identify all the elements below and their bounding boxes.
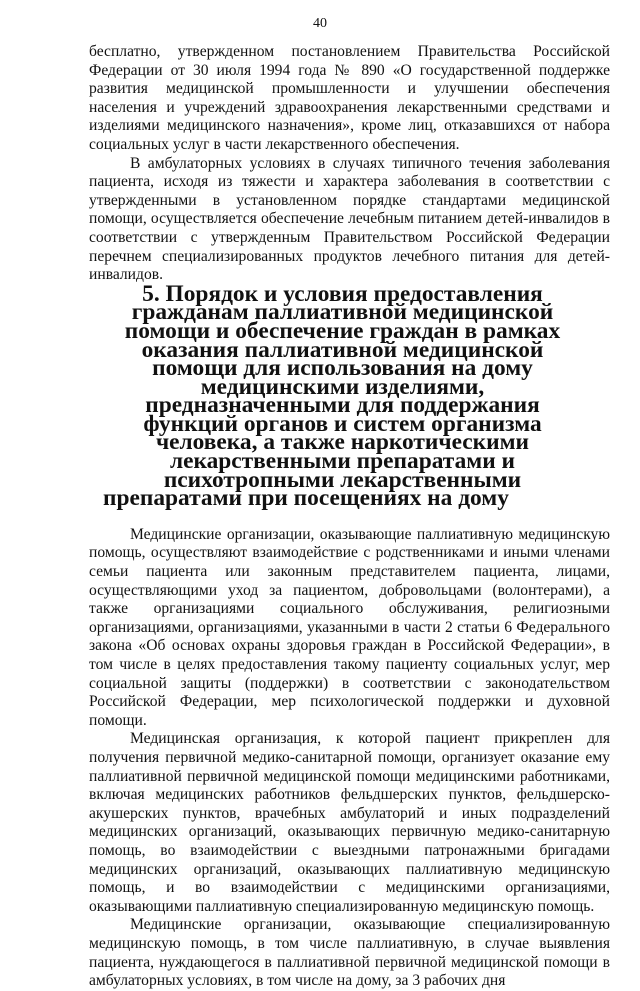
paragraph-continuation: бесплатно, утвержденном постановлением Правительства Российской Федерации от 30 июля 1994 года № 890 «О государственной поддержке развития медицинской промышленности и улучшении обеспечения населения и учреждений здравоохранения лекарственными средствами и изделиями медицинского назначения», кроме лиц, отказавшихся от набора социальных услуг в части лекарственного обеспечения. <box>89 43 610 153</box>
document-body <box>89 43 610 991</box>
paragraph-primary-palliative-care: Медицинская организация, к которой пациент прикреплен для получения первичной медико-санитарной помощи, организует оказание ему паллиативной первичной медицинской помощи медицинскими работниками, включая медицинских работников фельдшерских пунктов, фельдшерско-акушерских пунктов, врачебных амбулаторий и иных подразделений медицинских организаций, оказывающих первичную медико-санитарную помощь, во взаимодействии с выездными патронажными бригадами медицинских организаций, оказывающих паллиативную медицинскую помощь, и во взаимодействии с медицинскими организациями, оказывающими паллиативную специализированную медицинскую помощь. <box>89 730 610 915</box>
paragraph-clinical-nutrition: В амбулаторных условиях в случаях типичного течения заболевания пациента, исходя из тяжести и характера заболевания в соответствии с утвержденными в установленном порядке стандартами медицинской помощи, осуществляется обеспечение лечебным питанием детей-инвалидов в соответствии с утвержденным Правительством Российской Федерации перечнем специализированных продуктов лечебного питания для детей-инвалидов. <box>89 154 610 284</box>
section-heading: 5. Порядок и условия предоставления гражданам паллиативной медицинской помощи и обеспечение граждан в рамках оказания паллиативной медицинской помощи для использования на дому медицинскими изделиями, предназначенными для поддержания функций органов и систем организма человека, а также наркотическими лекарственными препаратами и психотропными лекарственными препаратами при посещениях на дому <box>103 280 561 512</box>
paragraph-interaction: Медицинские организации, оказывающие паллиативную медицинскую помощь, осуществляют взаимодействие с родственниками и иными членами семьи пациента или законным представителем пациента, лицами, осуществляющими уход за пациентом, добровольцами (волонтерами), а также организациями социального обслуживания, религиозными организациями, организациями, указанными в части 2 статьи 6 Федерального закона «Об основах охраны здоровья граждан в Российской Федерации», в том числе в целях предоставления такому пациенту социальных услуг, мер социальной защиты (поддержки) в соответствии с законодательством Российской Федерации, мер психологической поддержки и духовной помощи. <box>89 525 610 729</box>
page-number: 40 <box>313 16 327 31</box>
paragraph-specialized-care: Медицинские организации, оказывающие специализированную медицинскую помощь, в том числе паллиативную, в случае выявления пациента, нуждающегося в паллиативной первичной медицинской помощи в амбулаторных условиях, в том числе на дому, за 3 рабочих дня <box>89 916 610 990</box>
